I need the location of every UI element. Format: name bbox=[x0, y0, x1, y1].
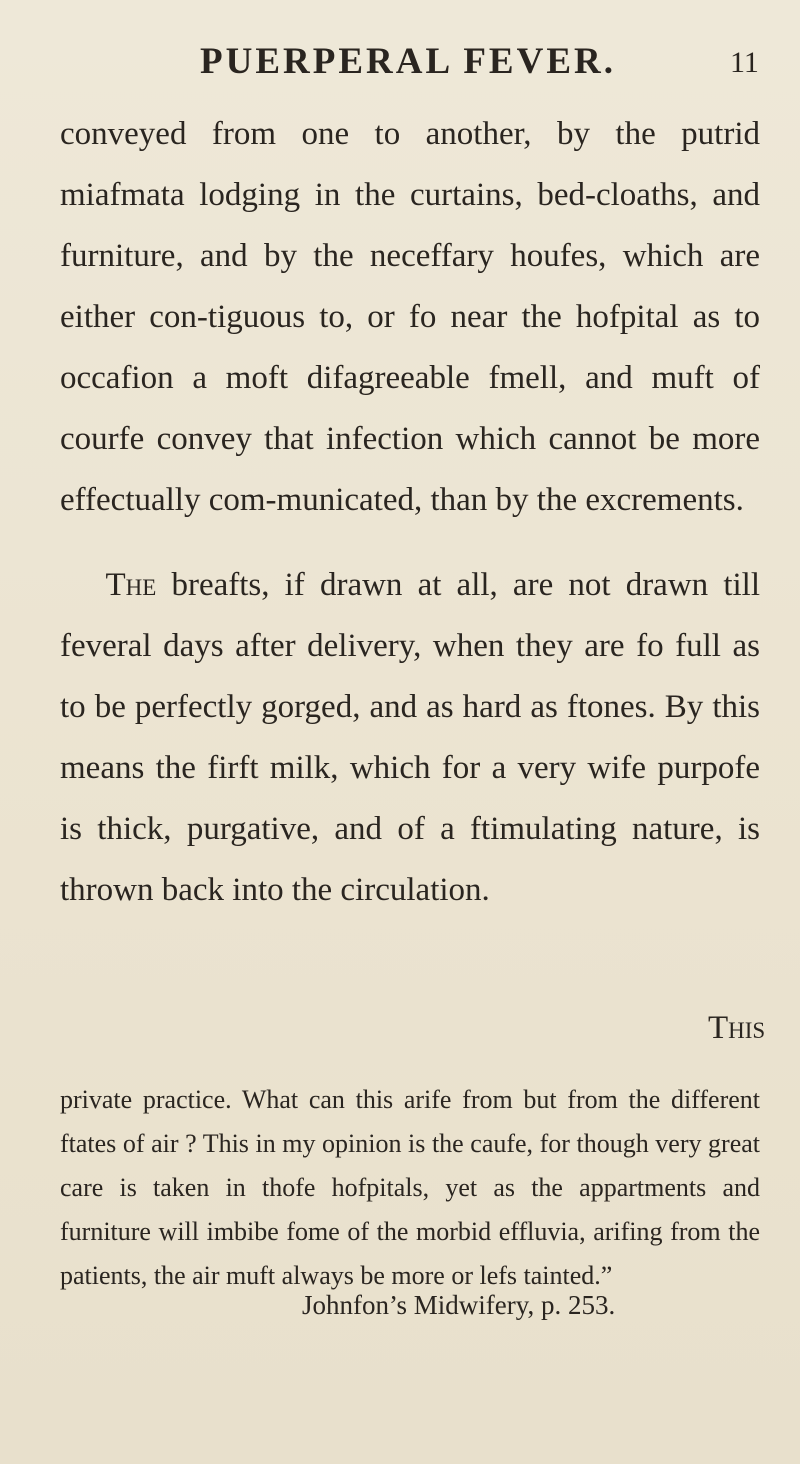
running-head bbox=[0, 40, 800, 90]
catchword: This bbox=[708, 1010, 766, 1046]
running-head-title: PUERPERAL FEVER. bbox=[200, 41, 616, 82]
paragraph-2-lead: The bbox=[105, 567, 157, 603]
page-number: 11 bbox=[730, 46, 759, 79]
footnote-citation: Johnfon’s Midwifery, p. 253. bbox=[302, 1290, 616, 1320]
footnote-quote: private practice. What can this arife from but from the different ftates of air ? This in my opinion is the caufe, for though very great care is taken in thofe hofpitals, yet as the appartments and furniture will imbibe fome of the morbid effluvia, arifing from the patients, the air muft always be more or lefs tainted.” bbox=[60, 1085, 760, 1290]
paragraph-1: conveyed from one to another, by the putrid miafmata lodging in the curtains, bed-cloaths, and furniture, and by the neceffary houfes, which are either con-tiguous to, or fo near the hofpital as to occafion a moft difagreeable fmell, and muft of courfe convey that infection which cannot be more effectually com-municated, than by the excrements. bbox=[60, 116, 760, 518]
paragraph-2-text: breafts, if drawn at all, are not drawn till feveral days after delivery, when they are fo full as to be perfectly gorged, and as hard as ftones. By this means the firft milk, which for a very wife purpofe is thick, purgative, and of a ftimulating nature, is thrown back into the circulation. bbox=[60, 567, 760, 908]
paragraph-2 bbox=[60, 555, 760, 921]
